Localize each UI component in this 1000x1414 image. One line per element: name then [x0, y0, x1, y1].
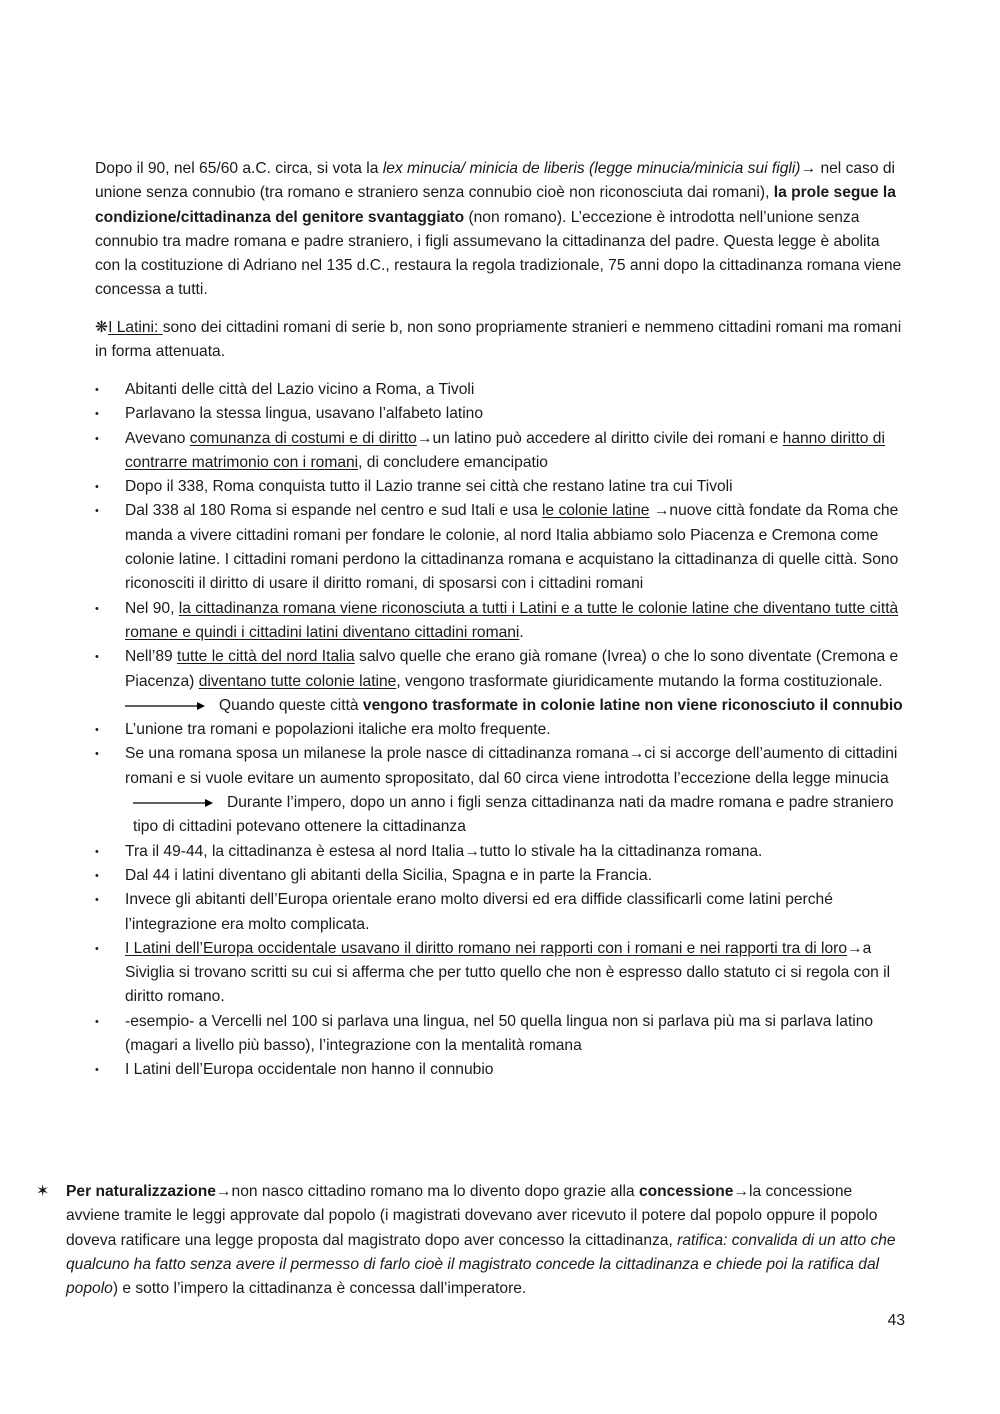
long-arrow-icon: [133, 798, 213, 808]
list-item: • -esempio- a Vercelli nel 100 si parlava una lingua, nel 50 quella lingua non si parlava più ma si parlava latino (magari a livello più basso), l’integrazione con la mentalità romana: [95, 1010, 905, 1059]
indented-line: Durante l’impero, dopo un anno i figli senza cittadinanza nati da madre romana e padre straniero tipo di cittadini potevano ottenere la cittadinanza: [133, 794, 894, 836]
list-item: • Dal 44 i latini diventano gli abitanti della Sicilia, Spagna e in parte la Francia.: [95, 864, 905, 888]
bullet-icon: •: [95, 651, 99, 664]
list-item: • Abitanti delle città del Lazio vicino a Roma, a Tivoli: [95, 378, 905, 402]
list-item: • Dopo il 338, Roma conquista tutto il Lazio tranne sei città che restano latine tra cui Tivoli: [95, 475, 905, 499]
bullet-icon: •: [95, 869, 99, 882]
bullet-icon: •: [95, 1064, 99, 1077]
bullet-icon: •: [95, 408, 99, 421]
bullet-icon: •: [95, 481, 99, 494]
long-arrow-icon: [125, 701, 205, 711]
paragraph-latini: ❋I Latini: sono dei cittadini romani di serie b, non sono propriamente stranieri e nemmeno cittadini romani ma romani in forma attenuata.: [95, 319, 902, 361]
star-icon: ✶: [36, 1183, 50, 1200]
bullet-icon: •: [95, 724, 99, 737]
bullet-icon: •: [95, 748, 99, 761]
list-item: • Se una romana sposa un milanese la prole nasce di cittadinanza romana→ci si accorge dell’aumento di cittadini romani e si vuole evitare un aumento spropositato, dal 60 circa viene introdotta l’eccezione della legge minucia Durante l’impero, dopo un anno i figli senza cittadinanza nati da madre romana e padre straniero tipo di cittadini potevano ottenere la cittadinanza: [95, 742, 905, 839]
bullet-icon: •: [95, 384, 99, 396]
list-item: • Nell’89 tutte le città del nord Italia salvo quelle che erano già romane (Ivrea) o che lo sono diventate (Cremona e Piacenza) diventano tutte colonie latine, vengono trasformate giuridicamente mutando la forma costituzionale.Quando queste città vengono trasformate in colonie latine non viene riconosciuto il connubio: [95, 645, 905, 718]
paragraph-naturalizzazione: [36, 1180, 906, 1301]
list-item: • L’unione tra romani e popolazioni italiche era molto frequente.: [95, 718, 905, 742]
bullet-icon: •: [95, 845, 99, 858]
paragraph-text: Per naturalizzazione→non nasco cittadino romano ma lo divento dopo grazie alla concessione→la concessione avviene tramite le leggi approvate dal popolo (i magistrati dovevano aver ricevuto il potere dal popolo oppure il popolo doveva ratificare una legge proposta dal magistrato dopo aver concesso la cittadinanza, ratifica: convalida di un atto che qualcuno ha fatto senza avere il permesso di farlo cioè il magistrato concede la cittadinanza e chiede poi la ratifica dal popolo) e sotto l’impero la cittadinanza è concessa dall’imperatore.: [66, 1183, 896, 1298]
bullet-icon: •: [95, 602, 99, 615]
list-item: • Invece gli abitanti dell’Europa orientale erano molto diversi ed era diffide classificarli come latini perché l’integrazione era molto complicata.: [95, 888, 905, 937]
flower-icon: ❋: [95, 319, 109, 336]
bullet-icon: •: [95, 1015, 99, 1028]
paragraph-lex-minucia: Dopo il 90, nel 65/60 a.C. circa, si vota la lex minucia/ minicia de liberis (legge minucia/minicia sui figli)→ nel caso di unione senza connubio (tra romano e straniero senza connubio cioè non riconosciuta dai romani), la prole segue la condizione/cittadinanza del genitore svantaggiato (non romano). L’eccezione è introdotta nell’unione senza connubio tra madre romana e padre straniero, i figli assumevano la cittadinanza del padre. Questa legge è abolita con la costituzione di Adriano nel 135 d.C., restaura la regola tradizionale, 75 anni dopo la cittadinanza romana viene concessa a tutti.: [95, 160, 902, 299]
bullet-icon: •: [95, 432, 99, 445]
list-item: • I Latini dell’Europa occidentale usavano il diritto romano nei rapporti con i romani e nei rapporti tra di loro→a Siviglia si trovano scritti su cui si afferma che per tutto quello che non è espresso dallo statuto ci si regola con il diritto romano.: [95, 937, 905, 1010]
list-item: • Dal 338 al 180 Roma si espande nel centro e sud Itali e usa le colonie latine →nuove città fondate da Roma che manda a vivere cittadini romani per fondare le colonie, al nord Italia abbiamo solo Piacenza e Cremona come colonie latine. I cittadini romani perdono la cittadinanza romana e acquistano la cittadinanza di quelle città. Sono riconosciti il diritto di usare il diritto romani, di sposarsi con i cittadini romani: [95, 499, 905, 596]
list-item: • Tra il 49-44, la cittadinanza è estesa al nord Italia→tutto lo stivale ha la cittadinanza romana.: [95, 840, 905, 864]
page-number: 43: [887, 1312, 905, 1329]
list-item: • Nel 90, la cittadinanza romana viene riconosciuta a tutti i Latini e a tutte le colonie latine che diventano tutte città romane e quindi i cittadini latini diventano cittadini romani.: [95, 597, 905, 646]
bullet-icon: •: [95, 894, 99, 907]
bullet-icon: •: [95, 505, 99, 518]
bullet-list: [95, 378, 905, 1083]
bullet-icon: •: [95, 942, 99, 955]
list-item: • Avevano comunanza di costumi e di diritto→un latino può accedere al diritto civile dei romani e hanno diritto di contrarre matrimonio con i romani, di concludere emancipatio: [95, 427, 905, 476]
list-item: • I Latini dell’Europa occidentale non hanno il connubio: [95, 1058, 905, 1082]
list-item: • Parlavano la stessa lingua, usavano l’alfabeto latino: [95, 402, 905, 426]
